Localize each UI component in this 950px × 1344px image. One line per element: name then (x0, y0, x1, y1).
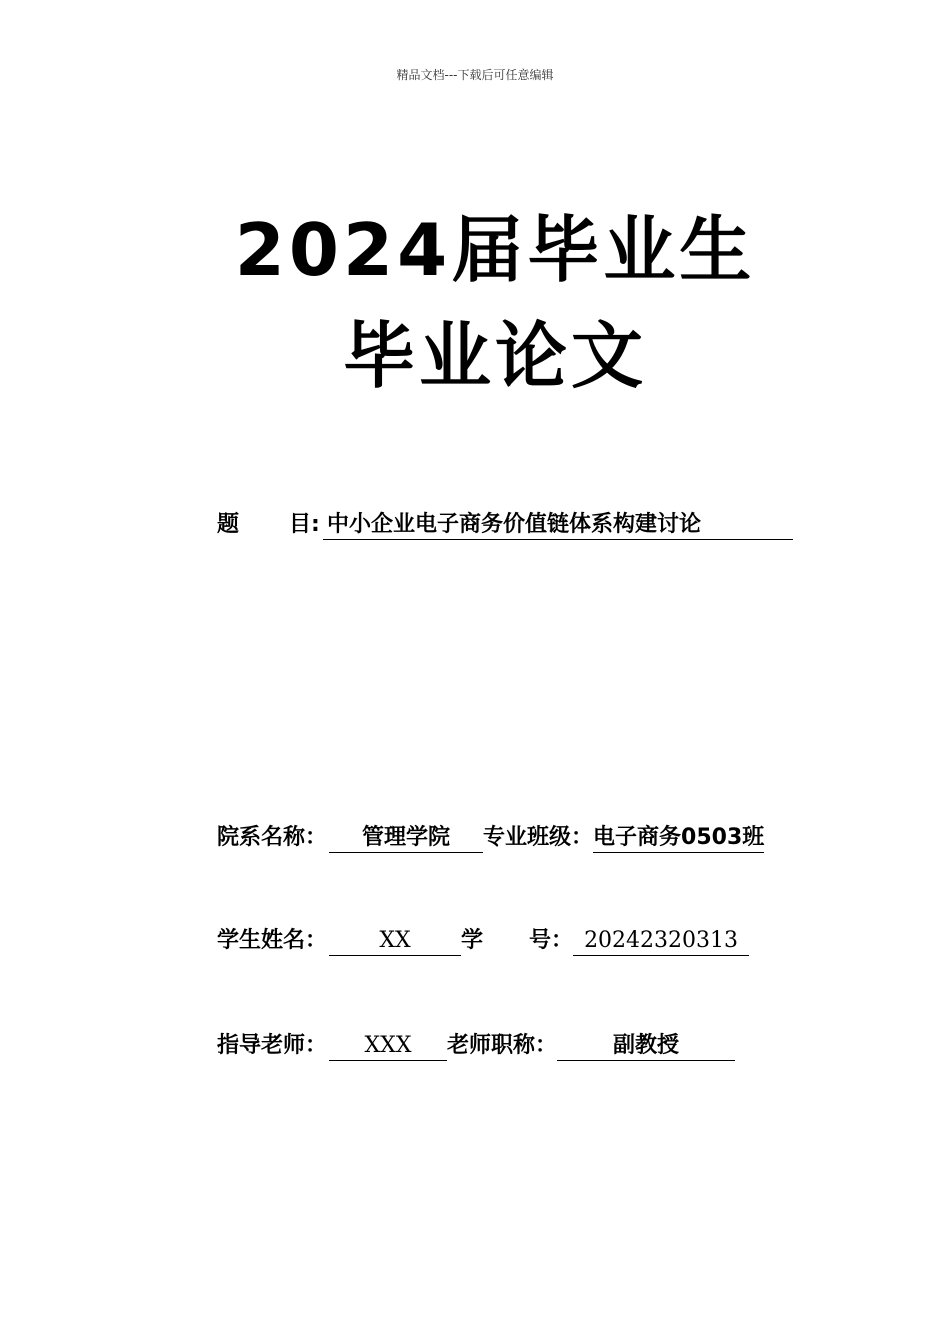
department-label: 院系名称： (217, 825, 328, 850)
student-id-label-left: 学 (461, 928, 484, 953)
title-line-2: 毕业论文 (342, 314, 647, 398)
header-note: 精品文档---下载后可任意编辑 (396, 68, 554, 82)
class-label: 专业班级： (483, 825, 594, 850)
topic-value: 中小企业电子商务价值链体系构建讨论 (323, 512, 793, 540)
student-id-label (461, 928, 573, 954)
student-name-label: 学生姓名： (217, 928, 328, 953)
advisor-title-label: 老师职称： (447, 1033, 558, 1058)
student-name-value: XX (329, 928, 461, 956)
advisor-label: 指导老师： (217, 1033, 328, 1058)
topic-row (217, 512, 793, 540)
student-id-label-right: 号： (529, 928, 574, 953)
topic-label (217, 512, 323, 538)
advisor-title-value: 副教授 (557, 1033, 735, 1061)
student-row (217, 928, 749, 956)
title-line-1: 2024届毕业生 (234, 208, 756, 292)
topic-label-left: 题 (217, 512, 240, 537)
class-value: 电子商务0503班 (593, 825, 764, 853)
topic-label-right: 目: (289, 512, 320, 537)
advisor-row (217, 1033, 735, 1061)
department-value: 管理学院 (329, 825, 483, 853)
department-row (217, 825, 764, 853)
advisor-value: XXX (329, 1033, 447, 1061)
student-id-value: 20242320313 (573, 928, 749, 956)
